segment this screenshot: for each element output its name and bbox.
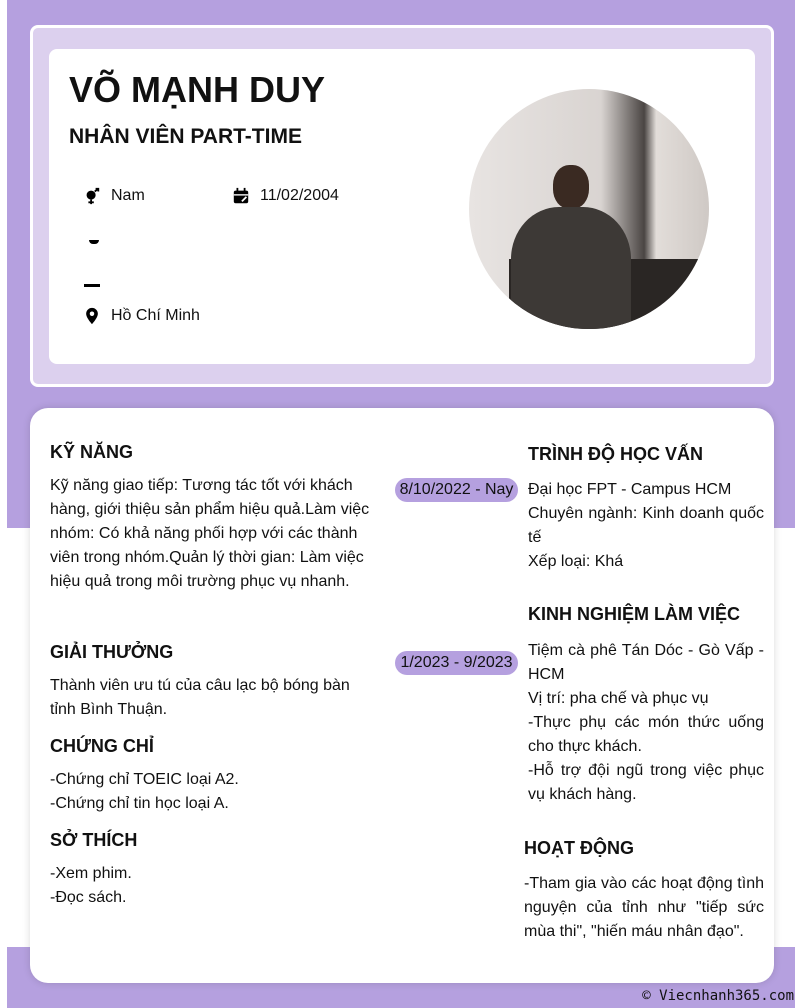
skills-heading: KỸ NĂNG [50,442,134,462]
hobbies-heading: SỞ THÍCH [50,830,138,850]
experience-position: Vị trí: pha chế và phục vụ [528,690,709,707]
email-icon [84,284,100,287]
location-info [83,307,200,325]
skills-text: Kỹ năng giao tiếp: Tương tác tốt với khách hàng, giới thiệu sản phẩm hiệu quả.Làm việc nhóm: Có khả năng phối hợp với các thành viên trong nhóm.Quản lý thời gian: Làm việc hiệu quả trong môi trường phục vụ nhanh. [50,477,370,590]
certificates-heading: CHỨNG CHỈ [50,736,154,756]
gender-icon [83,187,101,205]
profile-header [30,25,774,387]
location-pin-icon [83,307,101,325]
activities-heading: HOẠT ĐỘNG [524,838,634,858]
hobby-item: -Xem phim. [50,865,132,882]
education-heading: TRÌNH ĐỘ HỌC VẤN [528,444,703,464]
certificate-item: -Chứng chỉ tin học loại A. [50,795,229,812]
gender-info [83,187,145,205]
experience-heading: KINH NGHIỆM LÀM VIỆC [528,604,741,624]
job-title: NHÂN VIÊN PART-TIME [69,125,302,148]
hobby-item: -Đọc sách. [50,889,127,906]
awards-text: Thành viên ưu tú của câu lạc bộ bóng bàn tỉnh Bình Thuận. [50,677,350,718]
experience-period-badge: 1/2023 - 9/2023 [395,651,518,675]
awards-heading: GIẢI THƯỞNG [50,642,174,662]
gender: Nam [111,187,145,204]
profile-card [49,49,755,364]
calendar-icon [232,187,250,205]
experience-place: Tiệm cà phê Tán Dóc - Gò Vấp - HCM [528,642,764,683]
profile-photo [469,89,709,329]
education-grade: Xếp loại: Khá [528,553,624,570]
phone-icon [89,240,99,244]
location: Hồ Chí Minh [111,307,200,324]
experience-duty: -Thực phụ các món thức uống cho thực khách. [528,714,764,755]
birthdate: 11/02/2004 [260,187,339,204]
education-school: Đại học FPT - Campus HCM [528,481,732,498]
activities-text: -Tham gia vào các hoạt động tình nguyện của tỉnh như "tiếp sức mùa thi", "hiến máu nhân đạo". [524,875,764,940]
resume-body [30,408,774,983]
footer-copyright: © Viecnhanh365.com [642,988,794,1004]
experience-duty: -Hỗ trợ đội ngũ trong việc phục vụ khách hàng. [528,762,764,803]
certificate-item: -Chứng chỉ TOEIC loại A2. [50,771,239,788]
education-period-badge: 8/10/2022 - Nay [395,478,518,502]
full-name: VÕ MẠNH DUY [69,69,326,110]
birthdate-info [232,187,339,205]
education-major: Chuyên ngành: Kinh doanh quốc tế [528,505,764,546]
